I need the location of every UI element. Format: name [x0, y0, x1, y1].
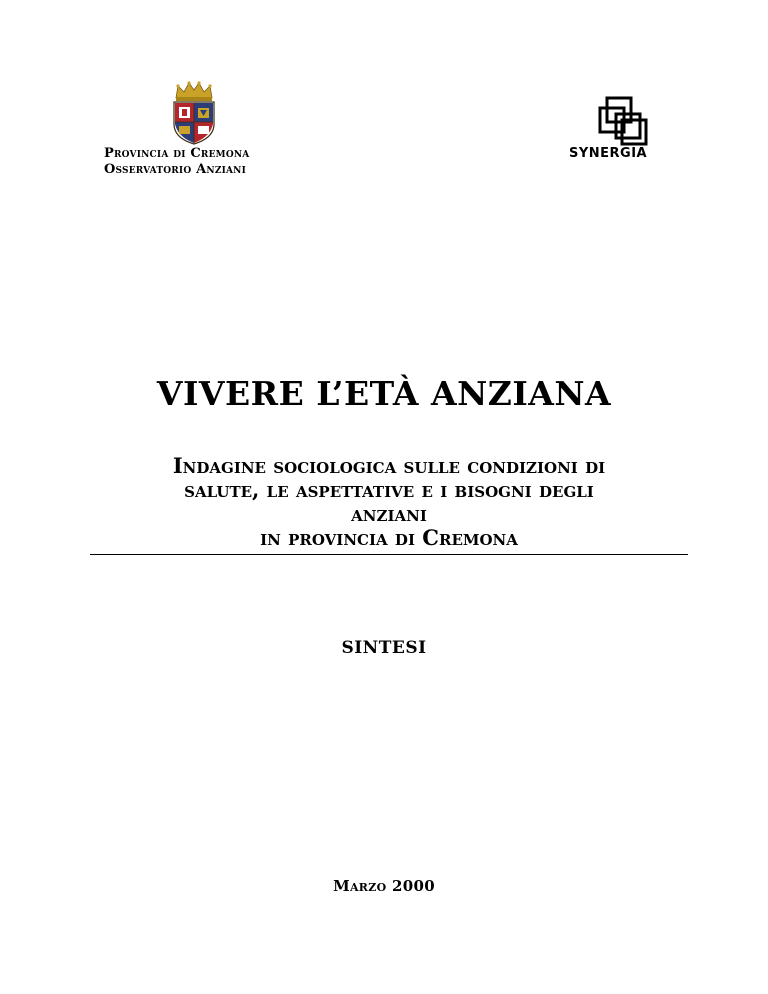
partner-name: SYNERGIA	[569, 146, 648, 161]
document-title: VIVERE L’ETÀ ANZIANA	[156, 374, 612, 413]
publication-date: Marzo 2000	[333, 877, 435, 895]
subtitle-line: anziani	[351, 501, 427, 526]
subtitle-line: in provincia di Cremona	[260, 525, 518, 550]
organization-name: Provincia di Cremona	[104, 146, 250, 161]
summary-label: SINTESI	[341, 638, 427, 658]
organization-department: Osservatorio Anziani	[104, 162, 247, 177]
province-crest-icon	[168, 80, 220, 146]
subtitle-line: salute, le aspettative e i bisogni degli	[184, 477, 594, 502]
subtitle-line: Indagine sociologica sulle condizioni di	[172, 453, 606, 478]
organization-block	[104, 146, 249, 178]
synergia-logo-icon	[598, 96, 648, 146]
document-subtitle	[90, 454, 688, 555]
